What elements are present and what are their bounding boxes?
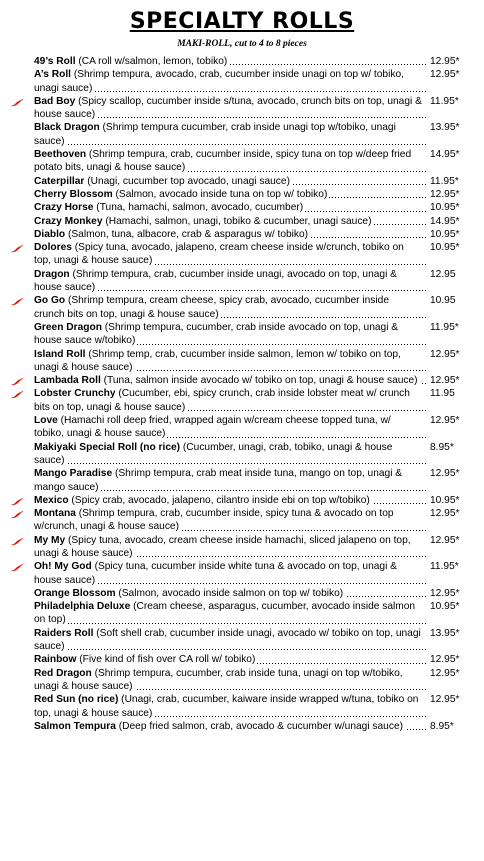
item-price: 10.95 <box>430 295 456 307</box>
item-description-block <box>34 560 426 587</box>
item-ingredients: (Deep fried salmon, crab, avocado & cucumber w/unagi sauce) <box>115 720 403 732</box>
menu-item <box>34 148 474 175</box>
item-name: Rainbow <box>34 654 77 666</box>
item-ingredients: (Hamachi roll deep fried, wrapped again w/cream cheese topped tuna, w/ tobiko, unagi & house sauce) <box>34 415 391 440</box>
chili-pepper-icon <box>10 391 23 399</box>
item-name: A’s Roll <box>34 69 71 81</box>
item-description-block <box>34 228 426 241</box>
item-price: 12.95* <box>430 694 460 706</box>
item-price: 11.95* <box>430 561 459 573</box>
item-price: 12.95 <box>430 268 456 280</box>
item-name: Lobster Crunchy <box>34 388 116 400</box>
item-ingredients: (Unagi, crab, cucumber, kaiware inside wrapped w/tuna, tobiko on top, unagi & house sauce) <box>34 694 419 719</box>
chili-pepper-icon <box>10 538 23 546</box>
item-price: 12.95* <box>430 415 460 427</box>
item-name: Philadelphia Deluxe <box>34 601 131 613</box>
page-subtitle: MAKI-ROLL, cut to 4 to 8 pieces <box>177 39 307 49</box>
item-description-block <box>34 667 426 694</box>
item-description-block <box>34 587 426 600</box>
menu-item <box>34 667 474 694</box>
menu-item <box>34 720 474 733</box>
item-description-block <box>34 348 426 375</box>
item-description-block <box>34 441 426 468</box>
chili-pepper-icon <box>10 564 23 572</box>
item-price: 12.95* <box>430 654 460 666</box>
item-ingredients: (Shrimp tempura cucumber, crab inside unagi top w/tobiko, unagi sauce) <box>34 122 396 147</box>
menu-item <box>34 348 474 375</box>
item-price: 14.95* <box>430 149 460 161</box>
menu-item <box>34 441 474 468</box>
item-description-block <box>34 201 426 214</box>
item-name: Dolores <box>34 242 72 254</box>
menu-item <box>34 507 474 534</box>
chili-pepper-icon <box>10 498 23 506</box>
item-description-block <box>34 175 426 188</box>
item-description-block <box>34 374 426 387</box>
item-price: 12.95* <box>430 188 460 200</box>
item-name: Red Dragon <box>34 667 92 679</box>
item-ingredients: (Cucumber, unagi, crab, tobiko, unagi & house sauce) <box>34 441 393 466</box>
item-description-block <box>34 188 426 201</box>
item-ingredients: (Shrimp tempura, crab, cucumber inside, spicy tuna on top w/deep fried potato bits, unagi & house sauce) <box>34 149 412 174</box>
menu-item <box>34 55 474 68</box>
item-price: 8.95* <box>430 441 454 453</box>
item-ingredients: (Spicy tuna, avocado, cream cheese inside hamachi, sliced jalapeno on top, unagi & house sauce) <box>34 534 411 559</box>
item-price: 8.95* <box>430 720 454 732</box>
menu-item <box>34 68 474 95</box>
menu-item <box>34 600 474 627</box>
item-name: Love <box>34 415 58 427</box>
item-description-block <box>34 494 426 507</box>
chili-pepper-icon <box>10 99 23 107</box>
item-price: 12.95* <box>430 56 460 67</box>
item-name: Beethoven <box>34 149 87 161</box>
item-ingredients: (Shrimp tempura, avocado, crab, cucumber inside unagi on top w/ tobiko, unagi sauce) <box>34 69 404 94</box>
item-name: Oh! My God <box>34 561 92 573</box>
item-description-block <box>34 55 426 68</box>
item-description-block <box>34 321 426 348</box>
item-ingredients: (Shrimp tempura, crab meat inside tuna, mango on top, unagi & mango sauce) <box>34 468 403 493</box>
item-ingredients: (Hamachi, salmon, unagi, tobiko & cucumber, unagi sauce) <box>102 215 372 227</box>
menu-item <box>34 627 474 654</box>
item-name: Lambada Roll <box>34 375 101 387</box>
item-name: Raiders Roll <box>34 627 94 639</box>
menu-item <box>34 534 474 561</box>
item-name: Dragon <box>34 268 70 280</box>
item-ingredients: (Salmon, avocado inside tuna on top w/ tobiko) <box>112 188 328 200</box>
page-title: SPECIALTY ROLLS <box>129 9 355 34</box>
item-ingredients: (Shrimp temp, crab, cucumber inside salmon, lemon w/ tobiko on top, unagi & house sauce) <box>34 348 401 373</box>
item-name: Caterpillar <box>34 175 85 187</box>
item-ingredients: (Salmon, tuna, albacore, crab & asparagus w/ tobiko) <box>65 228 309 240</box>
menu-item <box>34 228 474 241</box>
item-name: Black Dragon <box>34 122 100 134</box>
item-ingredients: (Tuna, hamachi, salmon, avocado, cucumber) <box>93 202 304 214</box>
chili-pepper-icon <box>10 511 23 519</box>
item-description-block <box>34 653 426 666</box>
item-description-block <box>34 627 426 654</box>
menu-list <box>34 55 474 733</box>
item-price: 10.95* <box>430 228 460 240</box>
item-price: 12.95* <box>430 348 460 360</box>
item-description-block <box>34 414 426 441</box>
item-price: 13.95* <box>430 122 460 134</box>
item-price: 11.95* <box>430 321 459 333</box>
menu-item <box>34 560 474 587</box>
menu-item <box>34 188 474 201</box>
item-ingredients: (Shrimp tempura, crab, cucumber inside unagi, avocado on top, unagi & house sauce) <box>34 268 397 294</box>
menu-item <box>34 387 474 414</box>
menu-item <box>34 268 474 295</box>
menu-item <box>34 215 474 228</box>
item-price: 10.95* <box>430 494 460 506</box>
item-price: 10.95* <box>430 601 460 613</box>
item-name: Crazy Monkey <box>34 215 103 227</box>
item-description-block <box>34 693 426 720</box>
item-description-block <box>34 720 426 733</box>
item-ingredients: (Shrimp tempura, cucumber, crab inside tuna, unagi on top w/tobiko, unagi & house sauce) <box>34 667 403 692</box>
chili-pepper-icon <box>10 298 23 306</box>
item-description-block <box>34 121 426 148</box>
item-name: My My <box>34 534 66 546</box>
menu-item <box>34 494 474 507</box>
item-ingredients: (Tuna, salmon inside avocado w/ tobiko on top, unagi & house sauce) <box>100 375 418 387</box>
item-description-block <box>34 68 426 95</box>
chili-pepper-icon <box>10 378 23 386</box>
menu-item <box>34 294 474 321</box>
item-name: Crazy Horse <box>34 202 94 214</box>
item-ingredients: (Five kind of fish over CA roll w/ tobiko) <box>76 654 256 666</box>
menu-item <box>34 175 474 188</box>
item-ingredients: (CA roll w/salmon, lemon, tobiko) <box>75 56 228 67</box>
item-price: 12.95* <box>430 508 460 520</box>
item-ingredients: (Cream cheese, asparagus, cucumber, avocado inside salmon on top) <box>34 601 416 626</box>
item-name: Diablo <box>34 228 66 240</box>
item-name: Orange Blossom <box>34 587 116 599</box>
item-ingredients: (Spicy tuna, avocado, jalapeno, cream cheese inside w/crunch, tobiko on top, unagi & house sauce) <box>34 242 404 267</box>
menu-item <box>34 693 474 720</box>
menu-item <box>34 241 474 268</box>
item-name: Red Sun (no rice) <box>34 694 119 706</box>
item-name: Bad Boy <box>34 95 76 107</box>
item-name: Salmon Tempura <box>34 720 116 732</box>
item-ingredients: (Spicy crab, avocado, jalapeno, cilantro inside ebi on top w/tobiko) <box>68 494 370 506</box>
item-description-block <box>34 241 426 268</box>
item-name: 49’s Roll <box>34 56 76 67</box>
item-price: 12.95* <box>430 69 460 81</box>
item-ingredients: (Soft shell crab, cucumber inside unagi, avocado w/ tobiko on top, unagi sauce) <box>34 627 421 653</box>
item-description-block <box>34 467 426 494</box>
item-ingredients: (Shrimp tempura, cucumber, crab inside avocado on top, unagi & house sauce w/tobiko) <box>34 321 399 347</box>
item-name: Go Go <box>34 295 66 307</box>
item-description-block <box>34 294 426 321</box>
item-description-block <box>34 387 426 414</box>
item-name: Mexico <box>34 494 69 506</box>
menu-item <box>34 121 474 148</box>
item-description-block <box>34 215 426 228</box>
item-price: 11.95* <box>430 175 459 187</box>
item-description-block <box>34 148 426 175</box>
item-description-block <box>34 600 426 627</box>
item-ingredients: (Shrimp tempura, cream cheese, spicy crab, avocado, cucumber inside crunch bits on top, unagi & house sauce) <box>34 295 390 320</box>
menu-item <box>34 414 474 441</box>
item-name: Makiyaki Special Roll (no rice) <box>34 441 181 453</box>
menu-item <box>34 374 474 387</box>
item-description-block <box>34 268 426 295</box>
item-ingredients: (Spicy tuna, cucumber inside white tuna & avocado on top, unagi & house sauce) <box>34 561 397 586</box>
menu-item <box>34 653 474 666</box>
item-name: Montana <box>34 508 76 520</box>
item-ingredients: (Spicy scallop, cucumber inside s/tuna, avocado, crunch bits on top, unagi & house sauce) <box>34 95 422 121</box>
menu-item <box>34 467 474 494</box>
item-name: Green Dragon <box>34 321 102 333</box>
item-description-block <box>34 95 426 122</box>
item-ingredients: (Unagi, cucumber top avocado, unagi sauce) <box>84 175 290 187</box>
item-price: 13.95* <box>430 627 460 639</box>
menu-item <box>34 321 474 348</box>
item-price: 12.95* <box>430 468 460 480</box>
item-description-block <box>34 507 426 534</box>
item-name: Mango Paradise <box>34 468 113 480</box>
item-price: 11.95 <box>430 388 455 400</box>
item-price: 12.95* <box>430 587 460 599</box>
item-ingredients: (Salmon, avocado inside salmon on top w/ tobiko) <box>115 587 344 599</box>
item-name: Cherry Blossom <box>34 188 113 200</box>
item-price: 12.95* <box>430 667 460 679</box>
item-price: 12.95* <box>430 534 460 546</box>
item-price: 12.95* <box>430 375 460 387</box>
menu-item <box>34 95 474 122</box>
item-description-block <box>34 534 426 561</box>
item-price: 14.95* <box>430 215 460 227</box>
item-ingredients: (Shrimp tempura, crab, cucumber inside, spicy tuna & avocado on top w/crunch, unagi & house sauce) <box>34 508 394 533</box>
item-name: Island Roll <box>34 348 86 360</box>
item-ingredients: (Cucumber, ebi, spicy crunch, crab inside lobster meat w/ crunch bits on top, unagi & house sauce) <box>34 388 410 413</box>
item-price: 11.95* <box>430 95 459 107</box>
chili-pepper-icon <box>10 245 23 253</box>
menu-item <box>34 201 474 214</box>
item-price: 10.95* <box>430 242 460 254</box>
item-price: 10.95* <box>430 202 460 214</box>
menu-item <box>34 587 474 600</box>
